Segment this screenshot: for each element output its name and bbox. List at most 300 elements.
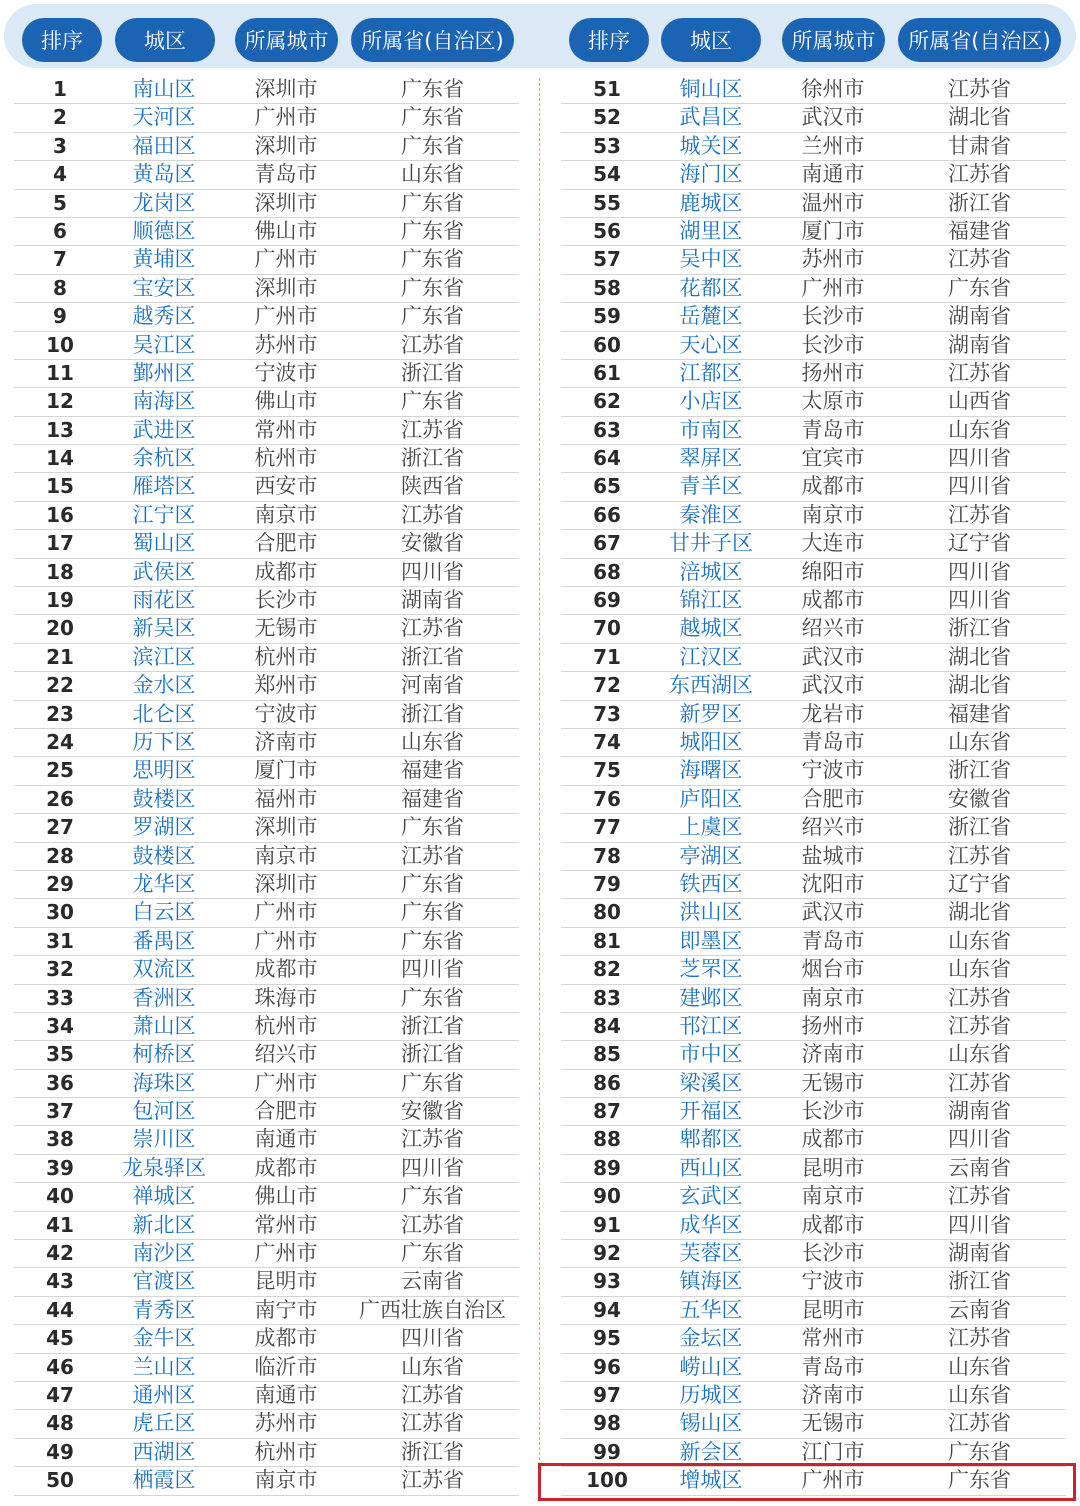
province-cell: 广东省 [401, 275, 464, 300]
city-cell: 宜宾市 [801, 446, 865, 471]
province-cell: 四川省 [948, 588, 1011, 613]
province-cell: 湖北省 [948, 900, 1011, 925]
district-cell: 市中区 [679, 1042, 743, 1067]
rank-cell: 34 [46, 1013, 74, 1038]
province-cell: 山东省 [948, 729, 1011, 754]
rank-cell: 70 [593, 616, 621, 641]
rank-cell: 72 [593, 673, 621, 698]
province-cell: 广东省 [401, 1070, 464, 1095]
province-cell: 陕西省 [401, 474, 464, 499]
table-row [14, 303, 519, 331]
rank-cell: 67 [593, 531, 621, 556]
table-row [14, 644, 519, 672]
rank-cell: 77 [593, 815, 621, 840]
city-cell: 青岛市 [801, 1354, 865, 1379]
district-cell: 新吴区 [132, 616, 196, 641]
rank-cell: 49 [46, 1439, 74, 1464]
district-cell: 历下区 [132, 729, 196, 754]
province-cell: 广东省 [401, 871, 464, 896]
city-cell: 深圳市 [254, 275, 318, 300]
table-row [561, 1297, 1066, 1325]
province-cell: 四川省 [948, 1212, 1011, 1237]
city-cell: 大连市 [801, 531, 865, 556]
province-cell: 山西省 [948, 389, 1011, 414]
rank-cell: 89 [593, 1155, 621, 1180]
city-cell: 郑州市 [254, 673, 318, 698]
table-row [561, 417, 1066, 445]
table-row [561, 1268, 1066, 1296]
table-row [14, 701, 519, 729]
district-cell: 越秀区 [132, 304, 196, 329]
rank-cell: 1 [53, 77, 67, 101]
table-row [14, 502, 519, 530]
table-row [14, 786, 519, 814]
city-cell: 青岛市 [254, 162, 318, 187]
rank-cell: 79 [593, 871, 621, 896]
city-cell: 成都市 [254, 1155, 318, 1180]
rank-cell: 61 [593, 360, 621, 385]
province-cell: 山东省 [948, 928, 1011, 953]
rank-cell: 83 [593, 985, 621, 1010]
city-cell: 南通市 [254, 1127, 318, 1152]
district-cell: 即墨区 [679, 928, 743, 953]
province-cell: 广东省 [401, 105, 464, 130]
province-cell: 江苏省 [948, 360, 1011, 385]
district-cell: 涪城区 [679, 559, 743, 584]
city-cell: 广州市 [254, 247, 318, 272]
province-cell: 四川省 [401, 957, 464, 982]
table-row [561, 530, 1066, 558]
province-cell: 四川省 [948, 474, 1011, 499]
rank-cell: 71 [593, 644, 621, 669]
district-cell: 新会区 [679, 1439, 743, 1464]
district-cell: 花都区 [679, 275, 743, 300]
city-cell: 无锡市 [801, 1411, 865, 1436]
table-row [561, 1098, 1066, 1126]
rank-cell: 24 [46, 729, 74, 754]
table-row [561, 786, 1066, 814]
rank-cell: 8 [53, 275, 67, 300]
table-row [14, 843, 519, 871]
district-cell: 南山区 [132, 77, 196, 101]
province-cell: 江苏省 [948, 985, 1011, 1010]
district-cell: 江汉区 [679, 644, 743, 669]
district-cell: 历城区 [679, 1382, 743, 1407]
district-cell: 铜山区 [679, 77, 743, 101]
rank-cell: 12 [46, 389, 74, 414]
province-cell: 广西壮族自治区 [359, 1297, 506, 1322]
province-cell: 福建省 [401, 758, 464, 783]
rank-cell: 50 [46, 1468, 74, 1493]
city-cell: 珠海市 [254, 985, 318, 1010]
district-cell: 思明区 [132, 758, 196, 783]
table-row [561, 843, 1066, 871]
rank-cell: 74 [593, 729, 621, 754]
table-row [14, 473, 519, 501]
rank-cell: 62 [593, 389, 621, 414]
city-cell: 长沙市 [254, 588, 318, 613]
province-cell: 江苏省 [401, 1212, 464, 1237]
province-cell: 浙江省 [948, 616, 1011, 641]
district-cell: 余杭区 [132, 446, 196, 471]
province-cell: 广东省 [401, 900, 464, 925]
table-row [561, 757, 1066, 785]
district-cell: 西湖区 [132, 1439, 196, 1464]
table-row [561, 332, 1066, 360]
district-cell: 龙泉驿区 [122, 1155, 206, 1180]
rank-cell: 23 [46, 701, 74, 726]
province-cell: 广东省 [401, 1241, 464, 1266]
city-cell: 广州市 [254, 928, 318, 953]
table-row [561, 729, 1066, 757]
table-row [561, 1410, 1066, 1438]
city-cell: 南京市 [801, 1184, 865, 1209]
province-cell: 江苏省 [948, 1184, 1011, 1209]
rank-cell: 75 [593, 758, 621, 783]
province-cell: 湖北省 [948, 673, 1011, 698]
province-cell: 四川省 [948, 1127, 1011, 1152]
district-cell: 雁塔区 [132, 474, 196, 499]
city-cell: 广州市 [801, 275, 865, 300]
table-row [561, 1070, 1066, 1098]
table-row [561, 1183, 1066, 1211]
rank-cell: 82 [593, 957, 621, 982]
rank-cell: 33 [46, 985, 74, 1010]
table-row [561, 388, 1066, 416]
city-cell: 无锡市 [801, 1070, 865, 1095]
rank-cell: 14 [46, 446, 74, 471]
city-cell: 苏州市 [801, 247, 865, 272]
district-cell: 秦淮区 [679, 502, 743, 527]
rank-cell: 20 [46, 616, 74, 641]
table-row [561, 672, 1066, 700]
city-cell: 深圳市 [254, 190, 318, 215]
rank-cell: 93 [593, 1269, 621, 1294]
province-cell: 山东省 [948, 957, 1011, 982]
city-cell: 济南市 [801, 1382, 865, 1407]
table-row [561, 445, 1066, 473]
district-cell: 兰山区 [132, 1354, 196, 1379]
province-cell: 浙江省 [948, 190, 1011, 215]
province-cell: 山东省 [401, 729, 464, 754]
table-row [561, 190, 1066, 218]
province-cell: 浙江省 [948, 815, 1011, 840]
city-cell: 常州市 [254, 417, 318, 442]
province-cell: 湖南省 [948, 1241, 1011, 1266]
district-cell: 锦江区 [679, 588, 743, 613]
province-cell: 云南省 [401, 1269, 464, 1294]
table-row [561, 473, 1066, 501]
city-cell: 成都市 [801, 1127, 865, 1152]
rank-cell: 80 [593, 900, 621, 925]
district-cell: 金坛区 [679, 1326, 743, 1351]
province-cell: 江苏省 [948, 1013, 1011, 1038]
rank-cell: 64 [593, 446, 621, 471]
province-cell: 安徽省 [401, 1099, 464, 1124]
province-cell: 江苏省 [948, 1411, 1011, 1436]
city-cell: 绍兴市 [254, 1042, 318, 1067]
rank-cell: 97 [593, 1382, 621, 1407]
district-cell: 江宁区 [132, 502, 196, 527]
city-cell: 广州市 [254, 900, 318, 925]
table-row [561, 1439, 1066, 1467]
rank-cell: 69 [593, 588, 621, 613]
city-cell: 兰州市 [801, 133, 865, 158]
city-cell: 昆明市 [801, 1155, 865, 1180]
rank-cell: 52 [593, 105, 621, 130]
rank-cell: 26 [46, 786, 74, 811]
table-row [561, 814, 1066, 842]
district-cell: 越城区 [679, 616, 743, 641]
city-cell: 南京市 [254, 502, 318, 527]
province-cell: 广东省 [948, 1468, 1011, 1493]
rank-cell: 68 [593, 559, 621, 584]
table-row [14, 956, 519, 984]
column-divider [539, 78, 540, 1500]
city-cell: 昆明市 [801, 1297, 865, 1322]
rank-cell: 22 [46, 673, 74, 698]
city-cell: 常州市 [801, 1326, 865, 1351]
rank-cell: 76 [593, 786, 621, 811]
province-cell: 广东省 [401, 389, 464, 414]
table-row [14, 615, 519, 643]
district-cell: 官渡区 [132, 1269, 196, 1294]
rank-cell: 36 [46, 1070, 74, 1095]
table-row [14, 417, 519, 445]
rank-cell: 94 [593, 1297, 621, 1322]
district-cell: 城关区 [679, 133, 743, 158]
table-row [14, 1410, 519, 1438]
rank-cell: 39 [46, 1155, 74, 1180]
district-cell: 虎丘区 [132, 1411, 196, 1436]
table-row [561, 502, 1066, 530]
city-cell: 龙岩市 [801, 701, 865, 726]
district-cell: 南沙区 [132, 1241, 196, 1266]
city-cell: 佛山市 [254, 218, 318, 243]
district-cell: 新罗区 [679, 701, 743, 726]
rank-cell: 47 [46, 1382, 74, 1407]
header-bar [4, 4, 1076, 68]
table-row [14, 1354, 519, 1382]
table-row [14, 1098, 519, 1126]
city-cell: 南通市 [254, 1382, 318, 1407]
city-cell: 济南市 [801, 1042, 865, 1067]
city-cell: 厦门市 [254, 758, 318, 783]
city-cell: 广州市 [801, 1468, 865, 1493]
table-row [561, 1467, 1066, 1495]
table-row [14, 871, 519, 899]
city-cell: 长沙市 [801, 332, 865, 357]
district-cell: 成华区 [679, 1212, 743, 1237]
city-cell: 杭州市 [254, 1013, 318, 1038]
table-row [561, 956, 1066, 984]
city-cell: 太原市 [801, 389, 865, 414]
table-row [14, 1297, 519, 1325]
rank-cell: 19 [46, 588, 74, 613]
province-cell: 江苏省 [948, 162, 1011, 187]
rank-cell: 37 [46, 1099, 74, 1124]
table-row [561, 1155, 1066, 1183]
district-cell: 建邺区 [679, 985, 743, 1010]
province-cell: 山东省 [948, 1042, 1011, 1067]
province-cell: 福建省 [948, 218, 1011, 243]
city-cell: 武汉市 [801, 105, 865, 130]
district-cell: 镇海区 [679, 1269, 743, 1294]
table-row [561, 1354, 1066, 1382]
table-row [14, 1467, 519, 1495]
rank-cell: 40 [46, 1184, 74, 1209]
province-cell: 浙江省 [401, 644, 464, 669]
city-cell: 常州市 [254, 1212, 318, 1237]
table-row [561, 76, 1066, 104]
province-cell: 广东省 [401, 985, 464, 1010]
province-cell: 广东省 [401, 928, 464, 953]
table-row [14, 218, 519, 246]
city-cell: 江门市 [801, 1439, 865, 1464]
district-cell: 天心区 [679, 332, 743, 357]
table-row [14, 1155, 519, 1183]
province-cell: 山东省 [401, 1354, 464, 1379]
table-row [14, 1212, 519, 1240]
table-row [561, 1013, 1066, 1041]
table-row [561, 1240, 1066, 1268]
rank-cell: 29 [46, 871, 74, 896]
rank-cell: 6 [53, 218, 67, 243]
table-row [14, 445, 519, 473]
province-cell: 浙江省 [401, 1439, 464, 1464]
district-cell: 雨花区 [132, 588, 196, 613]
district-cell: 海珠区 [132, 1070, 196, 1095]
district-cell: 岳麓区 [679, 304, 743, 329]
province-cell: 江苏省 [948, 247, 1011, 272]
rank-cell: 17 [46, 531, 74, 556]
province-cell: 湖北省 [948, 105, 1011, 130]
district-cell: 新北区 [132, 1212, 196, 1237]
city-cell: 成都市 [801, 588, 865, 613]
district-cell: 滨江区 [132, 644, 196, 669]
province-cell: 江苏省 [401, 1127, 464, 1152]
table-row [14, 899, 519, 927]
table-row [14, 559, 519, 587]
header-district-left: 城区 [115, 18, 215, 62]
district-cell: 番禺区 [132, 928, 196, 953]
table-row [561, 1126, 1066, 1154]
rank-cell: 66 [593, 502, 621, 527]
rank-cell: 58 [593, 275, 621, 300]
rank-cell: 53 [593, 133, 621, 158]
city-cell: 长沙市 [801, 1099, 865, 1124]
province-cell: 江苏省 [948, 843, 1011, 868]
rank-cell: 73 [593, 701, 621, 726]
rank-cell: 91 [593, 1212, 621, 1237]
district-cell: 萧山区 [132, 1013, 196, 1038]
table-row [14, 1382, 519, 1410]
table-row [561, 871, 1066, 899]
table-row [561, 275, 1066, 303]
table-row [14, 1041, 519, 1069]
rank-cell: 98 [593, 1411, 621, 1436]
city-cell: 扬州市 [801, 360, 865, 385]
district-cell: 翠屏区 [679, 446, 743, 471]
city-cell: 扬州市 [801, 1013, 865, 1038]
rank-cell: 65 [593, 474, 621, 499]
table-row [14, 76, 519, 104]
district-cell: 城阳区 [679, 729, 743, 754]
district-cell: 金牛区 [132, 1326, 196, 1351]
table-row [14, 1439, 519, 1467]
rank-cell: 86 [593, 1070, 621, 1095]
district-cell: 宝安区 [132, 275, 196, 300]
city-cell: 苏州市 [254, 1411, 318, 1436]
city-cell: 南京市 [801, 985, 865, 1010]
table-row [561, 701, 1066, 729]
rank-cell: 88 [593, 1127, 621, 1152]
district-cell: 栖霞区 [132, 1468, 196, 1493]
rank-cell: 96 [593, 1354, 621, 1379]
province-cell: 广东省 [948, 275, 1011, 300]
province-cell: 广东省 [401, 247, 464, 272]
district-cell: 增城区 [679, 1468, 743, 1493]
district-cell: 梁溪区 [679, 1070, 743, 1095]
table-row [561, 985, 1066, 1013]
city-cell: 绵阳市 [801, 559, 865, 584]
table-row [561, 1325, 1066, 1353]
rank-cell: 13 [46, 417, 74, 442]
district-cell: 通州区 [132, 1382, 196, 1407]
rank-cell: 100 [586, 1468, 628, 1493]
city-cell: 苏州市 [254, 332, 318, 357]
district-cell: 包河区 [132, 1099, 196, 1124]
province-cell: 江苏省 [948, 1070, 1011, 1095]
rank-cell: 21 [46, 644, 74, 669]
city-cell: 无锡市 [254, 616, 318, 641]
city-cell: 南京市 [254, 843, 318, 868]
table-row [561, 360, 1066, 388]
province-cell: 四川省 [948, 559, 1011, 584]
province-cell: 四川省 [401, 1155, 464, 1180]
province-cell: 江苏省 [401, 417, 464, 442]
district-cell: 甘井子区 [669, 531, 753, 556]
city-cell: 徐州市 [801, 77, 865, 101]
rank-cell: 31 [46, 928, 74, 953]
district-cell: 福田区 [132, 133, 196, 158]
district-cell: 吴中区 [679, 247, 743, 272]
rank-cell: 9 [53, 304, 67, 329]
city-cell: 杭州市 [254, 1439, 318, 1464]
table-row [14, 757, 519, 785]
province-cell: 山东省 [948, 1354, 1011, 1379]
province-cell: 江苏省 [401, 843, 464, 868]
province-cell: 河南省 [401, 673, 464, 698]
table-row [561, 1382, 1066, 1410]
city-cell: 宁波市 [801, 1269, 865, 1294]
header-city-right: 所属城市 [782, 18, 885, 62]
city-cell: 广州市 [254, 1070, 318, 1095]
province-cell: 四川省 [401, 1326, 464, 1351]
rank-cell: 59 [593, 304, 621, 329]
district-cell: 柯桥区 [132, 1042, 196, 1067]
district-cell: 西山区 [679, 1155, 743, 1180]
table-row [14, 1013, 519, 1041]
rank-cell: 15 [46, 474, 74, 499]
province-cell: 广东省 [401, 1184, 464, 1209]
district-cell: 顺德区 [132, 218, 196, 243]
province-cell: 浙江省 [401, 1013, 464, 1038]
rank-cell: 51 [593, 77, 621, 101]
rank-cell: 46 [46, 1354, 74, 1379]
table-row [14, 104, 519, 132]
district-cell: 鼓楼区 [132, 843, 196, 868]
